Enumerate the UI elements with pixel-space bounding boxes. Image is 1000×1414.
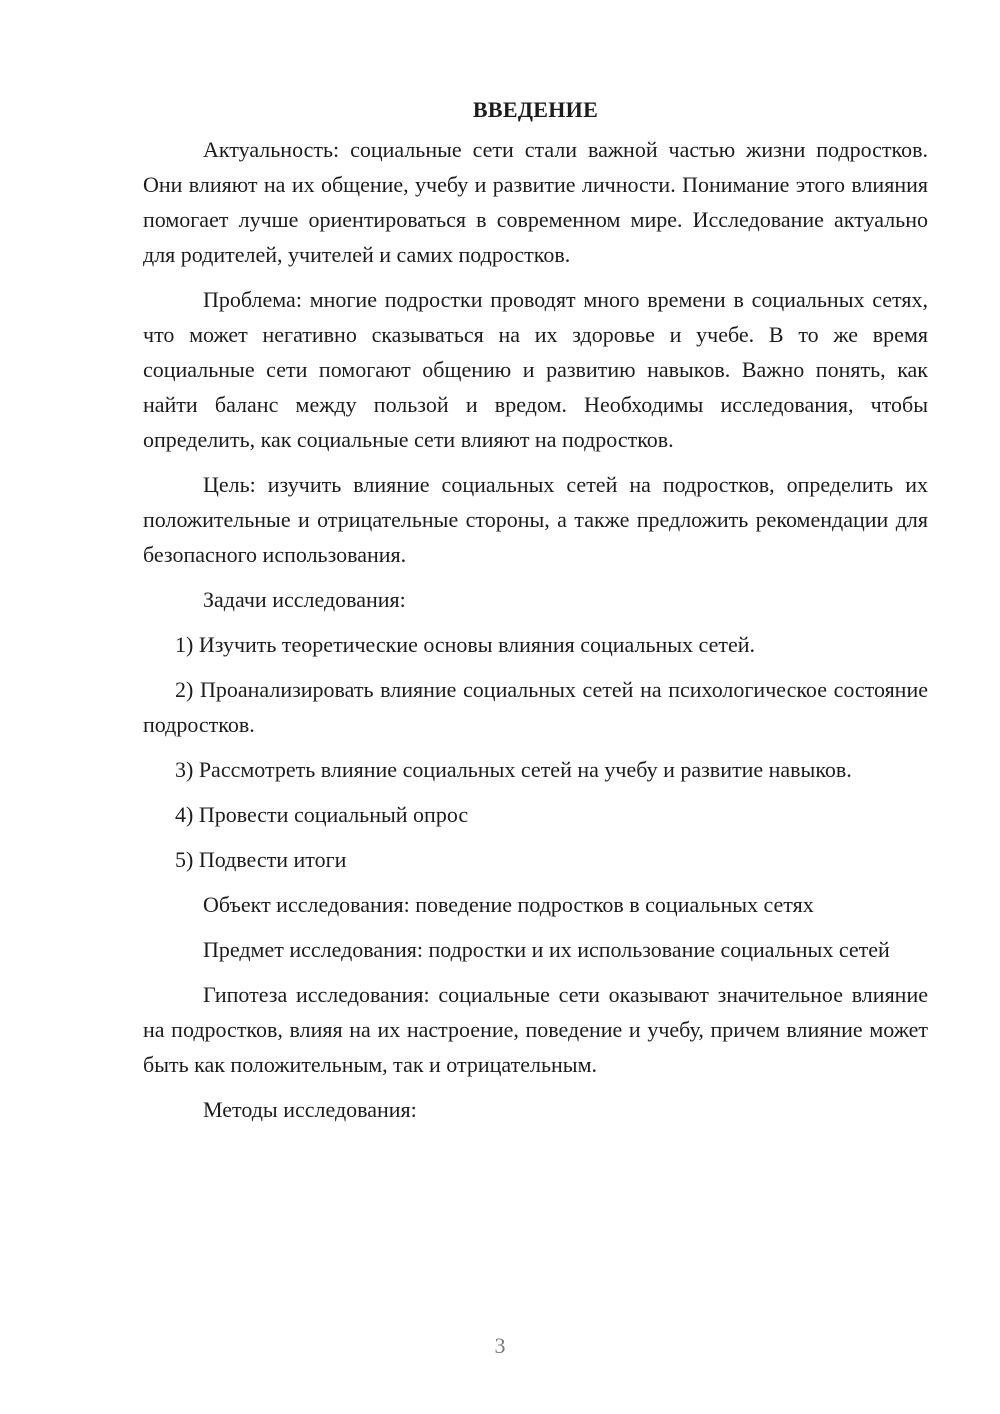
task-item-3: 3) Рассмотреть влияние социальных сетей на учебу и развитие навыков.	[175, 757, 852, 782]
task-item-2: 2) Проанализировать влияние социальных сетей на психологическое состояние подростков.	[143, 677, 928, 737]
paragraph-hypothesis: Гипотеза исследования: социальные сети оказывают значительное влияние на подростков, влияя на их настроение, поведение и учебу, причем влияние может быть как положительным, так и отрицательным.	[143, 982, 928, 1077]
paragraph-relevance: Актуальность: социальные сети стали важной частью жизни подростков. Они влияют на их общение, учебу и развитие личности. Понимание этого влияния помогает лучше ориентироваться в современном мире. Исследование актуально для родителей, учителей и самих подростков.	[143, 137, 928, 267]
paragraph-object: Объект исследования: поведение подростков в социальных сетях	[203, 892, 814, 917]
task-item-4: 4) Провести социальный опрос	[175, 802, 469, 827]
document-body	[143, 92, 928, 1137]
task-item-5: 5) Подвести итоги	[175, 847, 347, 872]
task-item-1: 1) Изучить теоретические основы влияния социальных сетей.	[175, 632, 756, 657]
paragraph-methods-title: Методы исследования:	[203, 1097, 417, 1122]
paragraph-problem: Проблема: многие подростки проводят много времени в социальных сетях, что может негативно сказываться на их здоровье и учебе. В то же время социальные сети помогают общению и развитию навыков. Важно понять, как найти баланс между пользой и вредом. Необходимы исследования, чтобы определить, как социальные сети влияют на подростков.	[143, 287, 928, 452]
page-number: 3	[494, 1333, 506, 1358]
paragraph-goal: Цель: изучить влияние социальных сетей на подростков, определить их положительные и отрицательные стороны, а также предложить рекомендации для безопасного использования.	[143, 472, 928, 567]
paragraph-tasks-title: Задачи исследования:	[203, 587, 406, 612]
paragraph-subject: Предмет исследования: подростки и их использование социальных сетей	[203, 937, 890, 962]
section-heading: ВВЕДЕНИЕ	[472, 97, 599, 122]
